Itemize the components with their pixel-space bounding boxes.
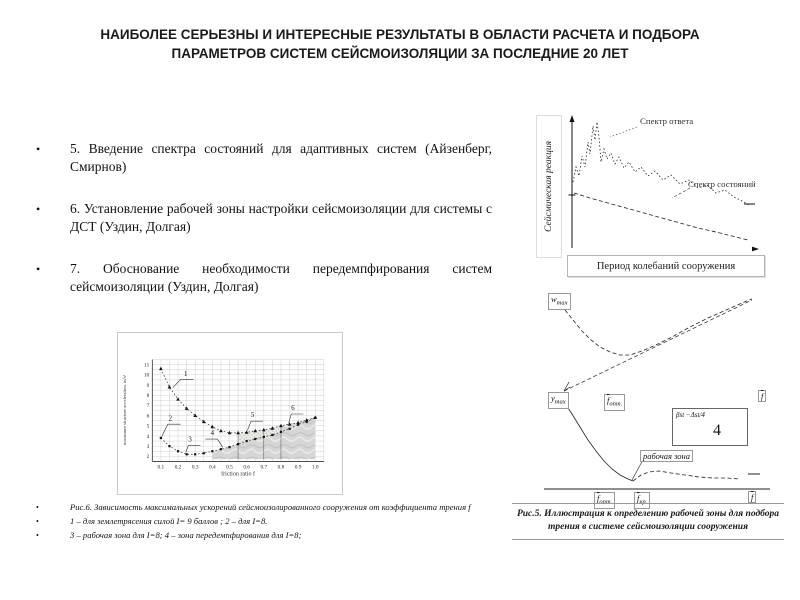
label-fbar-bottom: $\overline{f}$ bbox=[748, 491, 756, 503]
label-work-zone: рабочая зона bbox=[640, 450, 693, 462]
bullet-icon: • bbox=[36, 503, 39, 512]
svg-text:maximum structure acceleration: maximum structure acceleration, m/s² bbox=[123, 374, 129, 445]
svg-text:0.8: 0.8 bbox=[277, 464, 285, 471]
spectra-xlabel: Период колебаний сооружения bbox=[596, 260, 736, 272]
label-response-spectrum: Спектр ответа bbox=[640, 116, 694, 126]
svg-text:0.3: 0.3 bbox=[191, 464, 199, 471]
list-item bbox=[36, 140, 492, 176]
svg-text:1: 1 bbox=[184, 370, 188, 378]
caption-item bbox=[36, 516, 494, 527]
svg-text:7: 7 bbox=[146, 403, 150, 410]
spectra-ylabel-box bbox=[536, 115, 562, 258]
bullet-text: 5. Введение спектра состояний для адаптивных систем (Айзенберг, Смирнов) bbox=[70, 141, 492, 174]
svg-text:3: 3 bbox=[188, 436, 192, 444]
slide-title: НАИБОЛЕЕ СЕРЬЕЗНЫ И ИНТЕРЕСНЫЕ РЕЗУЛЬТАТЫ В ОБЛАСТИ РАСЧЕТА И ПОДБОРА ПАРАМЕТРОВ СИСТЕМ СЕЙСМОИЗОЛЯЦИИ ЗА ПОСЛЕДНИЕ 20 ЛЕТ bbox=[100, 27, 700, 61]
svg-text:11: 11 bbox=[144, 362, 150, 369]
svg-text:9: 9 bbox=[146, 382, 150, 389]
caption-text: 3 – рабочая зона для I=8; 4 – зона передемпфирования для I=8; bbox=[70, 530, 302, 540]
svg-text:0.7: 0.7 bbox=[260, 464, 268, 471]
svg-text:0.9: 0.9 bbox=[294, 464, 302, 471]
spectra-ylabel: Сейсмическая реакция bbox=[544, 141, 554, 232]
label-fopt-bottom: $\overline{f}_{опт.}$ bbox=[594, 492, 615, 509]
svg-text:10: 10 bbox=[143, 372, 150, 379]
fig5-plot bbox=[540, 293, 785, 508]
fig6-caption-list bbox=[36, 502, 494, 544]
bullet-text: 7. Обоснование необходимости передемпфирования систем сейсмоизоляции (Уздин, Долгая) bbox=[70, 261, 492, 294]
svg-text:2: 2 bbox=[168, 415, 173, 423]
label-wmax: $w_{max}$ bbox=[548, 293, 571, 310]
bullet-icon: • bbox=[36, 517, 39, 526]
list-item bbox=[36, 260, 492, 296]
bullet-list bbox=[36, 140, 492, 320]
label-states-spectrum: Спектр состояний bbox=[688, 179, 756, 189]
bullet-text: 6. Установление рабочей зоны настройки сейсмоизоляции для системы с ДСТ (Уздин, Долгая) bbox=[70, 201, 492, 234]
label-ymax: $y_{max}$ bbox=[548, 392, 569, 409]
svg-text:1.0: 1.0 bbox=[311, 464, 319, 471]
svg-text:2: 2 bbox=[146, 454, 150, 461]
svg-text:friction ratio f: friction ratio f bbox=[221, 471, 256, 478]
caption-item bbox=[36, 502, 494, 513]
svg-text:3: 3 bbox=[146, 443, 150, 450]
bullet-icon: • bbox=[36, 202, 41, 216]
caption-text: 1 – для землетрясения силой I= 9 баллов ; 2 – для I=8. bbox=[70, 516, 268, 526]
spectra-xlabel-box bbox=[567, 255, 765, 277]
bullet-icon: • bbox=[36, 142, 41, 156]
list-item bbox=[36, 200, 492, 236]
svg-text:0.1: 0.1 bbox=[157, 464, 165, 471]
fig6-plot bbox=[118, 333, 342, 494]
caption-text: Рис.6. Зависимость максимальных ускорений сейсмоизолированного сооружения от коэффициента трения f bbox=[70, 502, 471, 512]
svg-text:0.5: 0.5 bbox=[226, 464, 233, 471]
svg-text:5: 5 bbox=[250, 412, 255, 420]
figure-5-diagram bbox=[540, 293, 785, 508]
svg-text:4: 4 bbox=[146, 433, 150, 440]
svg-text:0.4: 0.4 bbox=[209, 464, 216, 471]
svg-text:6: 6 bbox=[146, 413, 150, 420]
formula-big: 4 bbox=[713, 422, 721, 439]
svg-text:4: 4 bbox=[210, 429, 215, 437]
formula-box bbox=[672, 408, 748, 446]
bullet-icon: • bbox=[36, 531, 39, 540]
label-fkr-bottom: $\overline{f}_{кр.}$ bbox=[634, 492, 650, 509]
svg-text:0.2: 0.2 bbox=[174, 464, 182, 471]
svg-text:0.6: 0.6 bbox=[243, 464, 250, 471]
figure-6-chart-image bbox=[117, 332, 343, 495]
label-fbar-top: $\overline{f}$ bbox=[758, 390, 766, 402]
svg-text:8: 8 bbox=[146, 393, 150, 400]
caption-item bbox=[36, 530, 494, 541]
svg-text:5: 5 bbox=[146, 423, 150, 430]
svg-text:6: 6 bbox=[291, 404, 295, 412]
fig5-caption: Рис.5. Иллюстрация к определению рабочей зоны для подбора трения в системе сейсмоизоляции сооружения bbox=[512, 503, 784, 540]
bullet-icon: • bbox=[36, 262, 41, 276]
label-fopt-top: $\overline{f}_{опт.}$ bbox=[604, 394, 625, 411]
formula-small: βst −Δst/4 bbox=[676, 411, 705, 419]
